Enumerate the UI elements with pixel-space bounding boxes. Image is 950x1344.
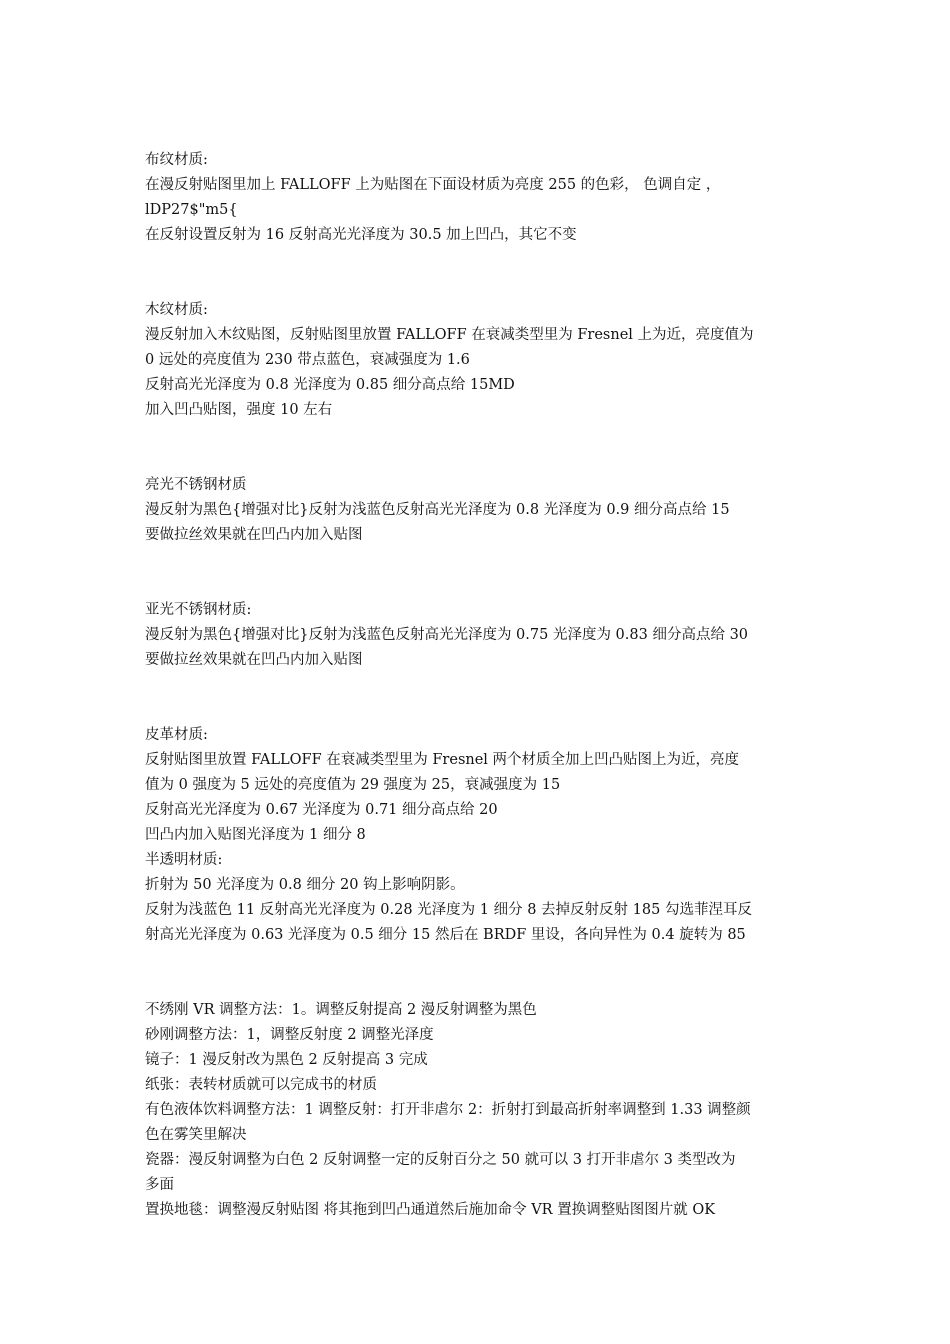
section-matte-steel-material xyxy=(145,598,815,673)
text-line: 漫反射为黑色{增强对比}反射为浅蓝色反射高光光泽度为 0.8 光泽度为 0.9 细分高点给 15 xyxy=(145,502,730,518)
text-line: 漫反射加入木纹贴图，反射贴图里放置 FALLOFF 在衰减类型里为 Fresnel 上为近，亮度值为 xyxy=(145,327,754,343)
text-line: 镜子：1 漫反射改为黑色 2 反射提高 3 完成 xyxy=(145,1052,428,1068)
text-line: 反射高光光泽度为 0.67 光泽度为 0.71 细分高点给 20 xyxy=(145,802,498,818)
text-line: 不绣刚 VR 调整方法：1。调整反射提高 2 漫反射调整为黑色 xyxy=(145,1002,537,1018)
text-line: 要做拉丝效果就在凹凸内加入贴图 xyxy=(145,527,363,543)
text-line: 瓷器：漫反射调整为白色 2 反射调整一定的反射百分之 50 就可以 3 打开非虐尔 3 类型改为 xyxy=(145,1152,736,1168)
text-line: 色在雾笑里解决 xyxy=(145,1127,247,1143)
text-line: 在漫反射贴图里加上 FALLOFF 上为贴图在下面设材质为亮度 255 的色彩， 色调自定 ， xyxy=(145,177,721,193)
section-heading: 亮光不锈钢材质 xyxy=(145,477,247,493)
section-adjustment-methods xyxy=(145,998,815,1223)
spacer xyxy=(145,423,815,473)
section-heading: 亚光不锈钢材质: xyxy=(145,602,252,618)
section-cloth-material xyxy=(145,148,815,248)
text-line: 折射为 50 光泽度为 0.8 细分 20 钩上影响阴影。 xyxy=(145,877,465,893)
text-line: 反射高光光泽度为 0.8 光泽度为 0.85 细分高点给 15MD xyxy=(145,377,515,393)
text-line: 凹凸内加入贴图光泽度为 1 细分 8 xyxy=(145,827,366,843)
spacer xyxy=(145,248,815,298)
text-line: 反射贴图里放置 FALLOFF 在衰减类型里为 Fresnel 两个材质全加上凹凸贴图上为近，亮度 xyxy=(145,752,740,768)
text-line: 反射为浅蓝色 11 反射高光光泽度为 0.28 光泽度为 1 细分 8 去掉反射反射 185 勾选菲涅耳反 xyxy=(145,902,752,918)
section-leather-material xyxy=(145,723,815,948)
text-line: 纸张：表转材质就可以完成书的材质 xyxy=(145,1077,377,1093)
section-heading: 木纹材质: xyxy=(145,302,208,318)
spacer xyxy=(145,948,815,998)
text-line: 置换地毯：调整漫反射贴图 将其拖到凹凸通道然后施加命令 VR 置换调整贴图图片就 OK xyxy=(145,1202,716,1218)
text-line: 加入凹凸贴图，强度 10 左右 xyxy=(145,402,333,418)
text-line: lDP27$"m5{ xyxy=(145,202,238,218)
text-line: 0 远处的亮度值为 230 带点蓝色，衰减强度为 1.6 xyxy=(145,352,470,368)
text-line: 漫反射为黑色{增强对比}反射为浅蓝色反射高光光泽度为 0.75 光泽度为 0.83 细分高点给 30 xyxy=(145,627,749,643)
spacer xyxy=(145,548,815,598)
section-heading: 布纹材质: xyxy=(145,152,208,168)
section-heading: 皮革材质: xyxy=(145,727,208,743)
text-line: 要做拉丝效果就在凹凸内加入贴图 xyxy=(145,652,363,668)
text-line: 在反射设置反射为 16 反射高光光泽度为 30.5 加上凹凸，其它不变 xyxy=(145,227,577,243)
text-line: 值为 0 强度为 5 远处的亮度值为 29 强度为 25，衰减强度为 15 xyxy=(145,777,561,793)
section-glossy-steel-material xyxy=(145,473,815,548)
text-line: 有色液体饮料调整方法：1 调整反射：打开非虐尔 2：折射打到最高折射率调整到 1.33 调整颜 xyxy=(145,1102,751,1118)
text-line: 多面 xyxy=(145,1177,174,1193)
section-heading: 半透明材质: xyxy=(145,852,223,868)
text-line: 砂刚调整方法：1，调整反射度 2 调整光泽度 xyxy=(145,1027,434,1043)
section-wood-material xyxy=(145,298,815,423)
text-line: 射高光光泽度为 0.63 光泽度为 0.5 细分 15 然后在 BRDF 里设，各向异性为 0.4 旋转为 85 xyxy=(145,927,746,943)
document-body xyxy=(145,148,815,1223)
spacer xyxy=(145,673,815,723)
